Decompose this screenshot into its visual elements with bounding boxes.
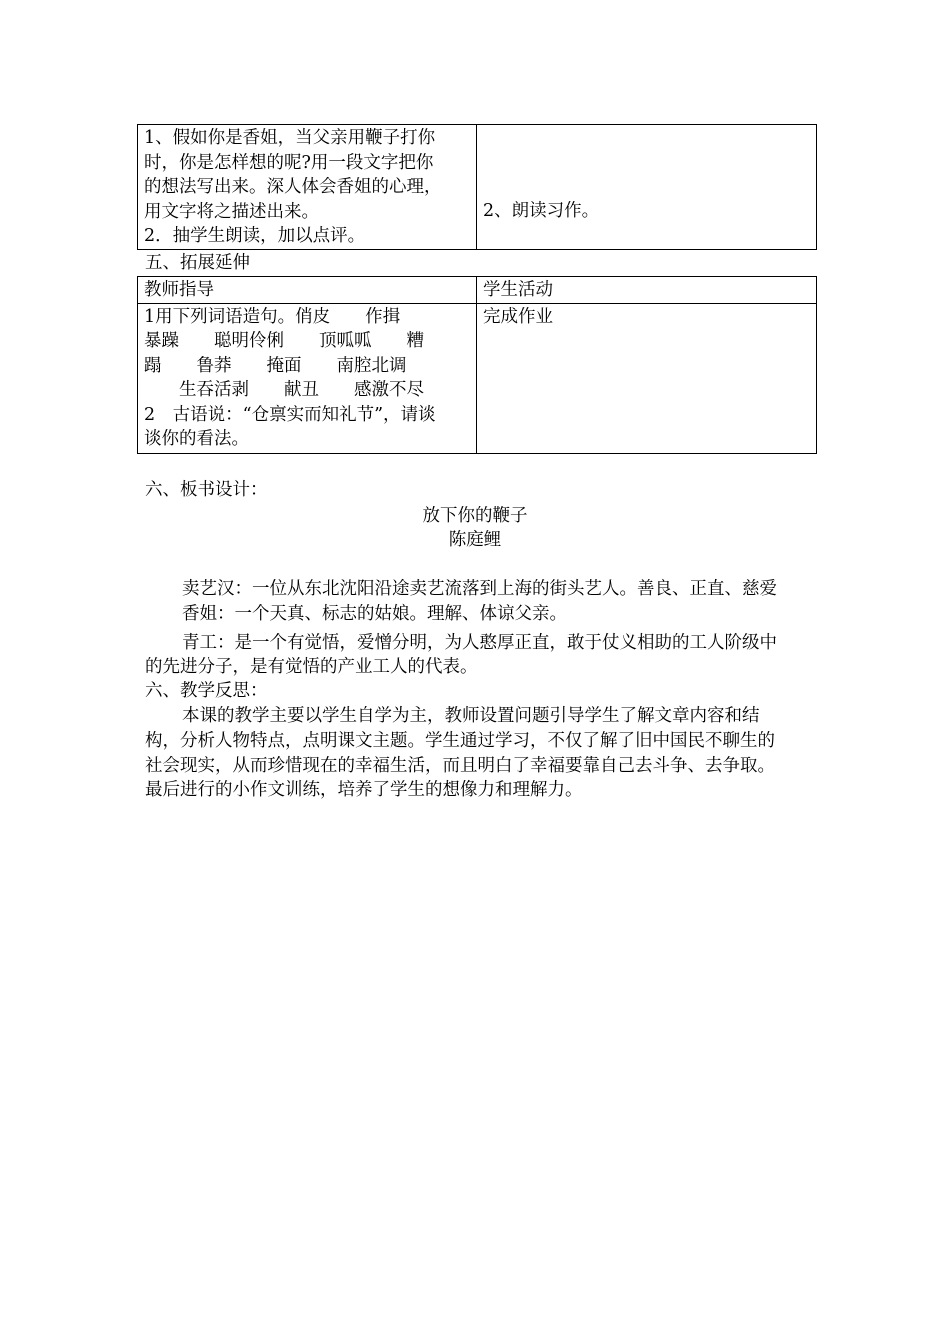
text-line: 2．抽学生朗读，加以点评。 [144, 226, 366, 246]
text-line: 谈你的看法。 [144, 429, 249, 449]
board-title: 放下你的鞭子 [422, 506, 528, 526]
character-description: 卖艺汉：一位从东北沈阳沿途卖艺流落到上海的街头艺人。善良、正直、慈爱 [182, 579, 777, 599]
text-line: 2 古语说：“仓禀实而知礼节”，请谈 [144, 404, 436, 425]
reflection-line: 构，分析人物特点，点明课文主题。学生通过学习，不仅了解了旧中国民不聊生的 [145, 731, 775, 751]
student-activity-cell [477, 303, 817, 453]
text-line: 1、假如你是香姐，当父亲用鞭子打你 [144, 128, 436, 148]
text-line: 的想法写出来。深人体会香姐的心理， [144, 177, 442, 197]
text-line: 蹋 鲁莽 掩面 南腔北调 [144, 355, 407, 376]
character-description: 的先进分子，是有觉悟的产业工人的代表。 [145, 657, 478, 677]
reflection-line: 社会现实，从而珍惜现在的幸福生活，而且明白了幸福要靠自己去斗争、去争取。 [145, 756, 775, 776]
activity-table-top [137, 124, 817, 250]
text-line: 2、朗读习作。 [483, 201, 600, 221]
board-author: 陈庭鲤 [448, 530, 502, 550]
section-heading-board-design: 六、板书设计： [145, 480, 268, 500]
section-heading-extension: 五、拓展延伸 [145, 253, 250, 273]
student-activity-cell [477, 125, 817, 250]
text-line: 用文字将之描述出来。 [144, 201, 319, 222]
text-line: 时，你是怎样想的呢?用一段文字把你 [144, 152, 434, 173]
teacher-guidance-cell [138, 303, 477, 453]
reflection-line: 本课的教学主要以学生自学为主，教师设置问题引导学生了解文章内容和结 [182, 706, 760, 726]
header-student-activity: 学生活动 [477, 277, 817, 304]
character-description: 香姐：一个天真、标志的姑娘。理解、体谅父亲。 [182, 604, 567, 624]
reflection-line: 最后进行的小作文训练，培养了学生的想像力和理解力。 [145, 780, 583, 800]
section-heading-reflection: 六、教学反思： [145, 681, 268, 701]
extension-table [137, 276, 817, 454]
character-description: 青工：是一个有觉悟，爱憎分明，为人憨厚正直，敢于仗义相助的工人阶级中 [182, 633, 777, 653]
teacher-guidance-cell [138, 125, 477, 250]
text-line: 完成作业 [483, 306, 553, 327]
text-line: 1用下列词语造句。俏皮 作揖 [144, 306, 401, 327]
header-teacher-guidance: 教师指导 [138, 277, 477, 304]
text-line: 暴躁 聪明伶俐 顶呱呱 糟 [144, 331, 424, 351]
text-line: 生吞活剥 献丑 感激不尽 [144, 380, 424, 400]
